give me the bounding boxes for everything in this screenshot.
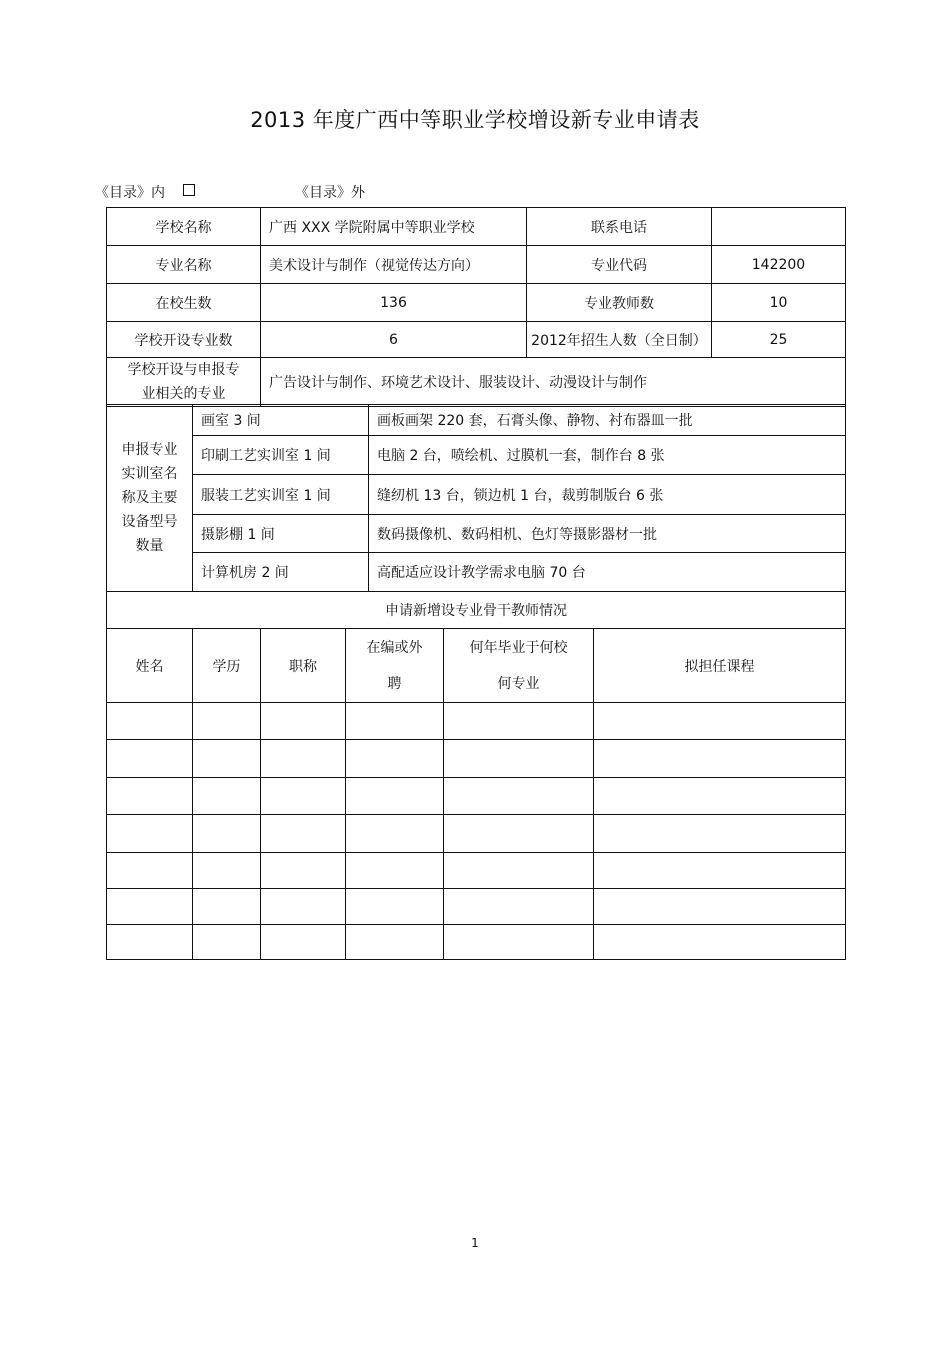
major-name-label: 专业名称	[107, 246, 261, 284]
enrollment-value: 25	[712, 322, 846, 358]
table-row	[107, 925, 846, 960]
header-staff-line-2: 聘	[387, 675, 402, 692]
catalog-inside-label: 《目录》内	[95, 185, 165, 201]
empty-cell[interactable]	[346, 778, 444, 815]
labs-label-line: 设备型号	[121, 514, 178, 530]
empty-cell[interactable]	[444, 889, 594, 925]
header-staff-type	[346, 629, 444, 703]
labs-table	[106, 404, 846, 592]
lab-room: 画室 3 间	[193, 405, 369, 436]
header-grad-line-1: 何年毕业于何校	[469, 639, 568, 656]
teachers-section-title: 申请新增设专业骨干教师情况	[107, 592, 846, 629]
empty-cell[interactable]	[107, 703, 193, 740]
teachers-count-label: 专业教师数	[527, 284, 712, 322]
empty-cell[interactable]	[444, 853, 594, 889]
empty-cell[interactable]	[444, 778, 594, 815]
empty-cell[interactable]	[594, 703, 846, 740]
empty-cell[interactable]	[107, 889, 193, 925]
empty-cell[interactable]	[193, 778, 261, 815]
empty-cell[interactable]	[193, 853, 261, 889]
empty-cell[interactable]	[346, 889, 444, 925]
lab-room: 印刷工艺实训室 1 间	[193, 436, 369, 475]
header-courses: 拟担任课程	[594, 629, 846, 703]
table-row	[107, 778, 846, 815]
empty-cell[interactable]	[261, 853, 346, 889]
school-name-label: 学校名称	[107, 208, 261, 246]
header-name: 姓名	[107, 629, 193, 703]
labs-section-label	[107, 405, 193, 592]
labs-label-line: 实训室名	[121, 466, 178, 482]
empty-cell[interactable]	[594, 925, 846, 960]
empty-cell[interactable]	[107, 853, 193, 889]
phone-value	[712, 208, 846, 246]
empty-cell[interactable]	[444, 925, 594, 960]
empty-cell[interactable]	[346, 925, 444, 960]
empty-cell[interactable]	[346, 853, 444, 889]
empty-cell[interactable]	[107, 925, 193, 960]
lab-room: 计算机房 2 间	[193, 553, 369, 592]
header-education: 学历	[193, 629, 261, 703]
empty-cell[interactable]	[261, 778, 346, 815]
lab-equipment: 高配适应设计教学需求电脑 70 台	[369, 553, 846, 592]
basic-info-table	[106, 207, 846, 407]
students-value: 136	[261, 284, 527, 322]
school-name-value: 广西 XXX 学院附属中等职业学校	[261, 208, 527, 246]
empty-cell[interactable]	[444, 815, 594, 853]
empty-cell[interactable]	[193, 815, 261, 853]
students-label: 在校生数	[107, 284, 261, 322]
lab-room: 服装工艺实训室 1 间	[193, 475, 369, 515]
empty-cell[interactable]	[594, 889, 846, 925]
empty-cell[interactable]	[107, 740, 193, 778]
empty-cell[interactable]	[107, 815, 193, 853]
empty-cell[interactable]	[444, 703, 594, 740]
empty-cell[interactable]	[594, 815, 846, 853]
related-majors-label-line-1: 学校开设与申报专	[127, 362, 240, 378]
empty-cell[interactable]	[346, 703, 444, 740]
major-code-label: 专业代码	[527, 246, 712, 284]
header-title: 职称	[261, 629, 346, 703]
empty-cell[interactable]	[193, 740, 261, 778]
table-row	[107, 889, 846, 925]
empty-cell[interactable]	[193, 925, 261, 960]
empty-cell[interactable]	[444, 740, 594, 778]
major-name-value: 美术设计与制作（视觉传达方向）	[261, 246, 527, 284]
empty-cell[interactable]	[107, 778, 193, 815]
empty-cell[interactable]	[261, 889, 346, 925]
table-row	[107, 853, 846, 889]
empty-cell[interactable]	[193, 889, 261, 925]
empty-cell[interactable]	[261, 925, 346, 960]
header-graduation	[444, 629, 594, 703]
empty-cell[interactable]	[193, 703, 261, 740]
header-grad-line-2: 何专业	[497, 675, 540, 692]
phone-label: 联系电话	[527, 208, 712, 246]
related-majors-value: 广告设计与制作、环境艺术设计、服装设计、动漫设计与制作	[261, 358, 846, 407]
lab-equipment: 数码摄像机、数码相机、色灯等摄影器材一批	[369, 515, 846, 553]
lab-room: 摄影棚 1 间	[193, 515, 369, 553]
document-title: 2013 年度广西中等职业学校增设新专业申请表	[250, 108, 700, 132]
enrollment-label: 2012年招生人数（全日制）	[527, 322, 712, 358]
majors-count-label: 学校开设专业数	[107, 322, 261, 358]
lab-equipment: 电脑 2 台，喷绘机、过膜机一套，制作台 8 张	[369, 436, 846, 475]
empty-cell[interactable]	[261, 815, 346, 853]
related-majors-label	[107, 358, 261, 407]
empty-cell[interactable]	[346, 815, 444, 853]
empty-cell[interactable]	[261, 740, 346, 778]
labs-label-line: 数量	[135, 538, 164, 554]
lab-equipment: 画板画架 220 套，石膏头像、静物、衬布器皿一批	[369, 405, 846, 436]
catalog-inside-checkbox[interactable]	[183, 184, 195, 196]
teachers-table	[106, 591, 846, 960]
empty-cell[interactable]	[346, 740, 444, 778]
labs-label-line: 称及主要	[121, 490, 178, 506]
table-row	[107, 815, 846, 853]
empty-cell[interactable]	[594, 740, 846, 778]
empty-cell[interactable]	[594, 778, 846, 815]
table-row	[107, 703, 846, 740]
lab-equipment: 缝纫机 13 台，锁边机 1 台，裁剪制版台 6 张	[369, 475, 846, 515]
empty-cell[interactable]	[594, 853, 846, 889]
header-staff-line-1: 在编或外	[366, 639, 423, 656]
page-number: 1	[471, 1236, 479, 1250]
table-row	[107, 740, 846, 778]
catalog-outside-label: 《目录》外	[295, 185, 365, 201]
teachers-count-value: 10	[712, 284, 846, 322]
majors-count-value: 6	[261, 322, 527, 358]
major-code-value: 142200	[712, 246, 846, 284]
empty-cell[interactable]	[261, 703, 346, 740]
labs-label-line: 申报专业	[121, 442, 178, 458]
related-majors-label-line-2: 业相关的专业	[141, 386, 226, 402]
